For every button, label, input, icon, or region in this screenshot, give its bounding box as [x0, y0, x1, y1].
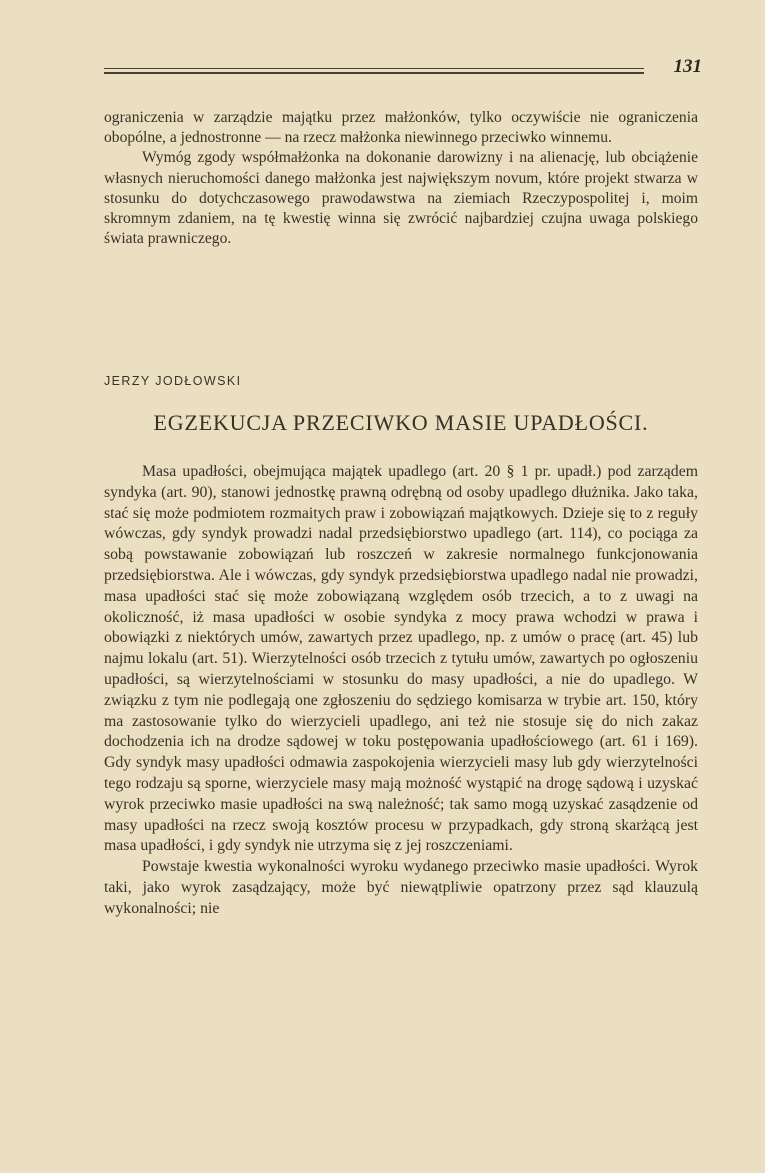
- paragraph: Powstaje kwestia wykonalności wyroku wydanego przeciwko masie upadłości. Wyrok taki, jako wyrok zasądzający, może być niewątpliwie opatrzony przez sąd klauzulą wykonalności; nie: [104, 858, 698, 917]
- article-body: [104, 462, 698, 920]
- article-title: EGZEKUCJA PRZECIWKO MASIE UPADŁOŚCI.: [153, 410, 649, 435]
- header-rule: [104, 68, 644, 69]
- header-rule-thick: [104, 72, 644, 74]
- paragraph-continuation: ograniczenia w zarządzie majątku przez małżonków, tylko oczywiście nie ograniczenia obopólne, a jednostronne — na rzecz małżonka niewinnego przeciwko winnemu.: [104, 109, 698, 147]
- page-header: [104, 58, 704, 84]
- page-number: 131: [673, 56, 702, 77]
- article-author: JERZY JODŁOWSKI: [104, 374, 242, 388]
- paragraph: Wymóg zgody współmałżonka na dokonanie darowizny i na alienację, lub obciążenie własnych nieruchomości danego małżonka jest największym novum, które projekt stwarza w stosunku do dotychczasowego prawodawstwa na ziemiach Rzeczypospolitej i, moim skromnym zdaniem, na tę kwestię winna się zwrócić najbardziej czujna uwaga polskiego świata prawniczego.: [104, 149, 698, 248]
- paragraph: Masa upadłości, obejmująca majątek upadlego (art. 20 § 1 pr. upadł.) pod zarządem syndyka (art. 90), stanowi jednostkę prawną odrębną od osoby upadlego dłużnika. Jako taka, stać się może podmiotem rozmaitych praw i zobowiązań majątkowych. Dzieje się to z reguły wówczas, gdy syndyk prowadzi nadal przedsiębiorstwo upadlego (art. 114), co pociąga za sobą powstawanie zobowiązań lub roszczeń w zakresie normalnego funkcjonowania przedsiębiorstwa. Ale i wówczas, gdy syndyk przedsiębiorstwa upadlego nadal nie prowadzi, masa upadłości stać się może zobowiązaną względem osób trzecich, a to z uwagi na okoliczność, iż masa upadłości w osobie syndyka z mocy prawa wchodzi w prawa i obowiązki z niektórych umów, zawartych przez upadlego, np. z umów o pracę (art. 45) lub najmu lokalu (art. 51). Wierzytelności osób trzecich z tytułu umów, zawartych po ogłoszeniu upadłości, są wierzytelnościami w stosunku do masy upadłości, a nie do upadlego. W związku z tym nie podlegają one zgłoszeniu do sędziego komisarza w trybie art. 150, który ma zastosowanie tylko do wierzycieli upadlego, ani też nie stosuje się do nich zakaz dochodzenia ich na drodze sądowej w toku postępowania upadłościowego (art. 61 i 169). Gdy syndyk masy upadłości odmawia zaspokojenia wierzycieli masy lub gdy wierzytelności tego rodzaju są sporne, wierzyciele masy mają możność wystąpić na drogę sądową i uzyskać wyrok przeciwko masie upadłości na swą należność; tak samo mogą uzyskać zasądzenie od masy upadłości na rzecz swoją kosztów procesu w przypadkach, gdy stroną skarżącą jest masa upadłości, i gdy syndyk nie utrzyma się z jej roszczeniami.: [104, 463, 698, 855]
- continued-text: [104, 108, 698, 249]
